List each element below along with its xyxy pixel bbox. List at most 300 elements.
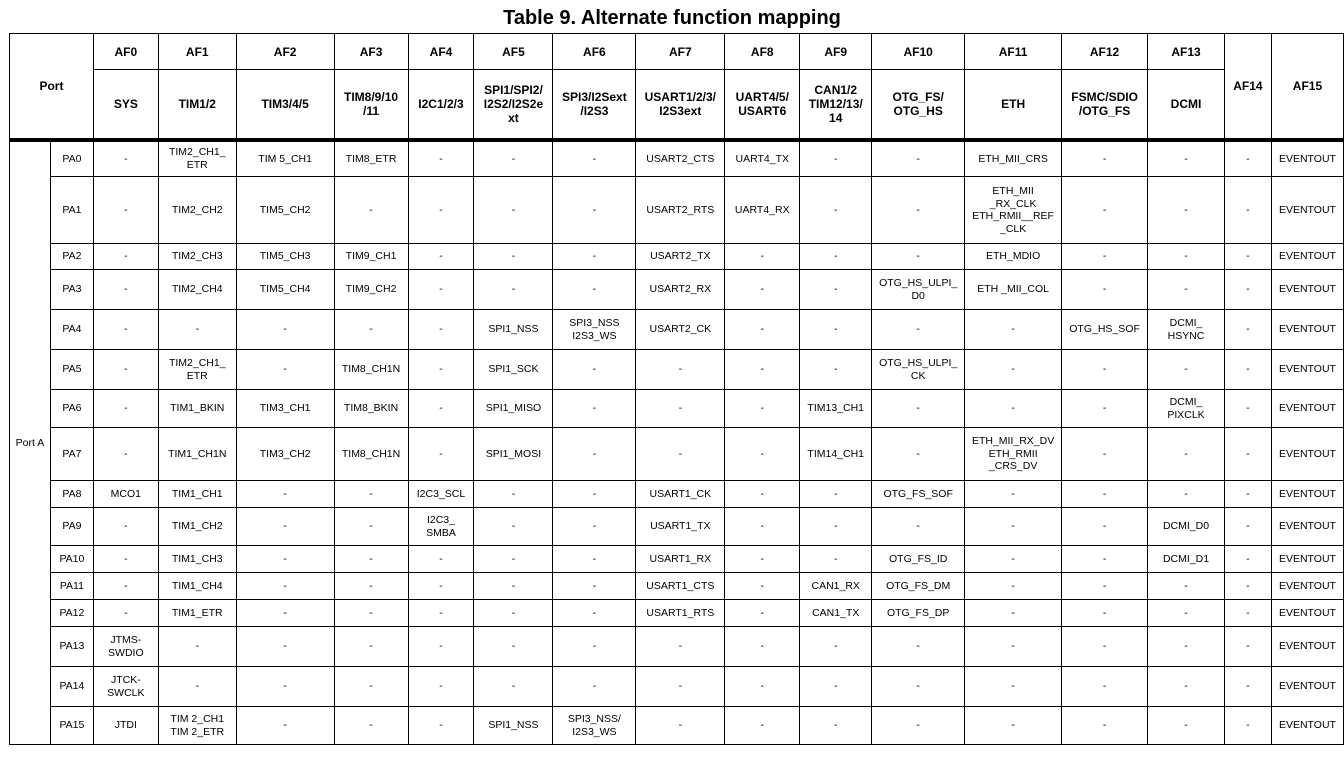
table-cell: TIM 2_CH1 TIM 2_ETR — [158, 707, 236, 745]
table-cell: I2C3_SCL — [408, 481, 474, 508]
table-cell: OTG_FS_DP — [872, 600, 965, 627]
table-cell: - — [474, 140, 553, 177]
af-header-af10: AF10 — [872, 34, 965, 70]
table-cell: - — [725, 707, 800, 745]
af-header-af5: AF5 — [474, 34, 553, 70]
table-cell: - — [1148, 428, 1225, 481]
table-cell: - — [800, 546, 872, 573]
table-cell: - — [1148, 177, 1225, 244]
table-cell: EVENTOUT — [1271, 428, 1343, 481]
table-cell: - — [725, 546, 800, 573]
pin-name: PA1 — [50, 177, 93, 244]
table-cell: - — [872, 310, 965, 350]
table-cell: - — [965, 667, 1062, 707]
table-cell: - — [474, 546, 553, 573]
table-cell: - — [725, 627, 800, 667]
table-cell: - — [93, 428, 158, 481]
table-cell: - — [965, 508, 1062, 546]
table-cell: - — [553, 270, 636, 310]
table-cell: - — [1062, 270, 1148, 310]
table-row — [10, 177, 1344, 244]
table-cell: - — [1062, 244, 1148, 270]
table-cell: USART1_RX — [636, 546, 725, 573]
table-cell: - — [553, 177, 636, 244]
table-cell: TIM8_BKIN — [334, 390, 408, 428]
table-cell: - — [553, 627, 636, 667]
table-cell: - — [800, 481, 872, 508]
table-cell: - — [725, 573, 800, 600]
table-cell: - — [800, 270, 872, 310]
table-cell: - — [474, 270, 553, 310]
table-cell: - — [872, 508, 965, 546]
table-cell: TIM2_CH1_ ETR — [158, 140, 236, 177]
table-cell: - — [1224, 573, 1271, 600]
table-cell: CAN1_TX — [800, 600, 872, 627]
table-cell: - — [474, 573, 553, 600]
table-cell: - — [158, 627, 236, 667]
table-cell: - — [334, 573, 408, 600]
table-cell: TIM5_CH2 — [236, 177, 334, 244]
table-cell: DCMI_D1 — [1148, 546, 1225, 573]
af-header-af11: AF11 — [965, 34, 1062, 70]
table-cell: TIM5_CH3 — [236, 244, 334, 270]
af-group-3: TIM8/9/10 /11 — [334, 70, 408, 140]
pin-name: PA11 — [50, 573, 93, 600]
table-cell: TIM2_CH2 — [158, 177, 236, 244]
table-cell: TIM8_CH1N — [334, 350, 408, 390]
table-row — [10, 140, 1344, 177]
table-cell: - — [553, 244, 636, 270]
table-cell: - — [1224, 627, 1271, 667]
table-cell: - — [872, 244, 965, 270]
table-cell: MCO1 — [93, 481, 158, 508]
table-cell: - — [408, 390, 474, 428]
table-cell: USART1_CTS — [636, 573, 725, 600]
table-cell: - — [408, 573, 474, 600]
table-cell: UART4_RX — [725, 177, 800, 244]
table-cell: - — [236, 350, 334, 390]
table-cell: - — [1224, 350, 1271, 390]
table-cell: - — [1062, 667, 1148, 707]
table-cell: - — [1062, 508, 1148, 546]
table-cell: - — [1224, 177, 1271, 244]
table-cell: - — [236, 627, 334, 667]
port-header: Port — [10, 34, 94, 140]
table-cell: SPI1_MOSI — [474, 428, 553, 481]
table-cell: - — [1148, 600, 1225, 627]
table-cell: - — [1062, 481, 1148, 508]
table-cell: EVENTOUT — [1271, 310, 1343, 350]
table-cell: - — [800, 667, 872, 707]
af-header-af7: AF7 — [636, 34, 725, 70]
table-cell: - — [872, 390, 965, 428]
pin-name: PA2 — [50, 244, 93, 270]
table-cell: - — [1224, 707, 1271, 745]
table-cell: - — [800, 140, 872, 177]
af-group-5: SPI1/SPI2/ I2S2/I2S2e xt — [474, 70, 553, 140]
table-cell: TIM 5_CH1 — [236, 140, 334, 177]
table-cell: - — [800, 350, 872, 390]
table-cell: - — [1062, 390, 1148, 428]
table-cell: OTG_FS_ID — [872, 546, 965, 573]
af-header-af15: AF15 — [1271, 34, 1343, 140]
table-cell: TIM2_CH1_ ETR — [158, 350, 236, 390]
table-cell: - — [1224, 270, 1271, 310]
table-cell: SPI1_NSS — [474, 707, 553, 745]
table-cell: OTG_FS_DM — [872, 573, 965, 600]
table-cell: - — [1148, 140, 1225, 177]
table-row — [10, 350, 1344, 390]
table-row — [10, 310, 1344, 350]
table-cell: SPI1_MISO — [474, 390, 553, 428]
af-header-af6: AF6 — [553, 34, 636, 70]
table-cell: EVENTOUT — [1271, 270, 1343, 310]
af-header-af12: AF12 — [1062, 34, 1148, 70]
af-header-af3: AF3 — [334, 34, 408, 70]
pin-name: PA13 — [50, 627, 93, 667]
table-cell: - — [236, 310, 334, 350]
table-cell: - — [965, 707, 1062, 745]
table-cell: ETH_MII _RX_CLK ETH_RMII__REF _CLK — [965, 177, 1062, 244]
table-cell: - — [408, 428, 474, 481]
table-cell: TIM1_BKIN — [158, 390, 236, 428]
table-cell: - — [1224, 600, 1271, 627]
table-cell: - — [93, 390, 158, 428]
table-cell: - — [334, 481, 408, 508]
table-cell: EVENTOUT — [1271, 350, 1343, 390]
table-cell: - — [474, 508, 553, 546]
pin-name: PA12 — [50, 600, 93, 627]
table-row — [10, 627, 1344, 667]
table-row — [10, 667, 1344, 707]
table-cell: - — [334, 177, 408, 244]
table-cell: OTG_HS_ULPI_ D0 — [872, 270, 965, 310]
table-cell: USART2_RX — [636, 270, 725, 310]
table-cell: - — [93, 140, 158, 177]
table-cell: UART4_TX — [725, 140, 800, 177]
pin-name: PA5 — [50, 350, 93, 390]
table-cell: - — [408, 177, 474, 244]
table-cell: - — [1062, 350, 1148, 390]
table-cell: - — [1062, 177, 1148, 244]
table-cell: TIM8_ETR — [334, 140, 408, 177]
table-cell: - — [800, 508, 872, 546]
table-cell: EVENTOUT — [1271, 707, 1343, 745]
table-cell: - — [1148, 707, 1225, 745]
table-cell: - — [965, 310, 1062, 350]
table-cell: - — [408, 244, 474, 270]
table-cell: SPI1_NSS — [474, 310, 553, 350]
table-cell: - — [636, 667, 725, 707]
table-cell: - — [408, 310, 474, 350]
af-header-af14: AF14 — [1224, 34, 1271, 140]
table-cell: - — [93, 270, 158, 310]
table-cell: - — [553, 481, 636, 508]
pin-name: PA15 — [50, 707, 93, 745]
af-group-10: OTG_FS/ OTG_HS — [872, 70, 965, 140]
table-cell: - — [236, 481, 334, 508]
table-cell: - — [725, 390, 800, 428]
table-cell: DCMI_ PIXCLK — [1148, 390, 1225, 428]
table-row — [10, 707, 1344, 745]
table-cell: - — [636, 350, 725, 390]
af-header-af13: AF13 — [1148, 34, 1225, 70]
table-cell: - — [1148, 270, 1225, 310]
table-cell: - — [965, 350, 1062, 390]
table-cell: - — [1062, 140, 1148, 177]
pin-name: PA14 — [50, 667, 93, 707]
table-cell: USART1_CK — [636, 481, 725, 508]
table-cell: TIM3_CH2 — [236, 428, 334, 481]
table-cell: - — [965, 573, 1062, 600]
table-row — [10, 573, 1344, 600]
table-cell: - — [93, 546, 158, 573]
table-cell: - — [408, 270, 474, 310]
table-cell: - — [553, 600, 636, 627]
pin-name: PA8 — [50, 481, 93, 508]
table-cell: TIM5_CH4 — [236, 270, 334, 310]
table-cell: - — [872, 428, 965, 481]
table-cell: - — [1062, 600, 1148, 627]
table-cell: - — [1062, 627, 1148, 667]
table-cell: EVENTOUT — [1271, 140, 1343, 177]
table-cell: ETH_MDIO — [965, 244, 1062, 270]
table-cell: - — [553, 390, 636, 428]
table-cell: - — [725, 428, 800, 481]
table-cell: - — [93, 310, 158, 350]
table-cell: - — [1224, 546, 1271, 573]
af-group-0: SYS — [93, 70, 158, 140]
pin-name: PA9 — [50, 508, 93, 546]
table-cell: - — [725, 310, 800, 350]
table-cell: EVENTOUT — [1271, 627, 1343, 667]
table-cell: - — [93, 177, 158, 244]
table-row — [10, 270, 1344, 310]
table-cell: - — [93, 244, 158, 270]
table-cell: - — [474, 667, 553, 707]
table-cell: - — [1224, 140, 1271, 177]
table-cell: - — [93, 350, 158, 390]
table-cell: - — [553, 140, 636, 177]
table-cell: - — [636, 428, 725, 481]
table-cell: TIM1_CH1N — [158, 428, 236, 481]
table-row — [10, 244, 1344, 270]
table-cell: - — [965, 546, 1062, 573]
table-cell: ETH _MII_COL — [965, 270, 1062, 310]
table-cell: EVENTOUT — [1271, 481, 1343, 508]
table-cell: - — [636, 627, 725, 667]
table-cell: TIM3_CH1 — [236, 390, 334, 428]
table-cell: - — [553, 428, 636, 481]
table-cell: - — [553, 573, 636, 600]
table-cell: - — [725, 508, 800, 546]
table-cell: - — [1224, 428, 1271, 481]
table-cell: - — [1148, 573, 1225, 600]
pin-name: PA4 — [50, 310, 93, 350]
table-cell: - — [236, 546, 334, 573]
table-cell: - — [334, 667, 408, 707]
table-cell: - — [725, 244, 800, 270]
table-cell: - — [93, 508, 158, 546]
table-cell: JTMS- SWDIO — [93, 627, 158, 667]
table-cell: - — [1148, 667, 1225, 707]
table-cell: - — [93, 573, 158, 600]
table-cell: - — [965, 390, 1062, 428]
table-cell: TIM1_ETR — [158, 600, 236, 627]
table-cell: DCMI_ HSYNC — [1148, 310, 1225, 350]
table-cell: SPI1_SCK — [474, 350, 553, 390]
table-cell: USART2_RTS — [636, 177, 725, 244]
table-cell: - — [872, 667, 965, 707]
table-cell: - — [474, 627, 553, 667]
table-cell: - — [408, 140, 474, 177]
table-cell: TIM1_CH1 — [158, 481, 236, 508]
table-cell: TIM8_CH1N — [334, 428, 408, 481]
table-cell: - — [553, 667, 636, 707]
table-cell: - — [965, 481, 1062, 508]
af-header-af8: AF8 — [725, 34, 800, 70]
table-cell: - — [1224, 310, 1271, 350]
table-cell: - — [1224, 390, 1271, 428]
af-group-4: I2C1/2/3 — [408, 70, 474, 140]
af-group-1: TIM1/2 — [158, 70, 236, 140]
table-cell: TIM2_CH4 — [158, 270, 236, 310]
table-cell: - — [474, 481, 553, 508]
af-header-af1: AF1 — [158, 34, 236, 70]
table-cell: - — [725, 270, 800, 310]
table-cell: - — [334, 508, 408, 546]
table-cell: USART2_CTS — [636, 140, 725, 177]
table-cell: - — [800, 177, 872, 244]
table-cell: - — [1062, 573, 1148, 600]
table-cell: DCMI_D0 — [1148, 508, 1225, 546]
table-cell: TIM1_CH4 — [158, 573, 236, 600]
table-cell: - — [872, 177, 965, 244]
table-cell: - — [408, 350, 474, 390]
af-header-af2: AF2 — [236, 34, 334, 70]
table-cell: TIM9_CH2 — [334, 270, 408, 310]
af-group-12: FSMC/SDIO /OTG_FS — [1062, 70, 1148, 140]
table-cell: - — [872, 140, 965, 177]
table-cell: - — [334, 707, 408, 745]
table-cell: - — [236, 707, 334, 745]
table-cell: - — [236, 600, 334, 627]
table-cell: - — [474, 177, 553, 244]
table-cell: EVENTOUT — [1271, 244, 1343, 270]
pin-name: PA3 — [50, 270, 93, 310]
table-cell: - — [408, 546, 474, 573]
table-cell: - — [408, 707, 474, 745]
port-group-label: Port A — [10, 140, 51, 745]
af-group-8: UART4/5/ USART6 — [725, 70, 800, 140]
table-row — [10, 508, 1344, 546]
table-cell: ETH_MII_RX_DV ETH_RMII _CRS_DV — [965, 428, 1062, 481]
table-cell: - — [965, 600, 1062, 627]
af-group-2: TIM3/4/5 — [236, 70, 334, 140]
table-cell: - — [474, 600, 553, 627]
table-cell: OTG_FS_SOF — [872, 481, 965, 508]
table-cell: - — [334, 627, 408, 667]
table-cell: EVENTOUT — [1271, 573, 1343, 600]
table-cell: USART1_TX — [636, 508, 725, 546]
pin-name: PA0 — [50, 140, 93, 177]
table-cell: - — [1224, 481, 1271, 508]
table-cell: TIM14_CH1 — [800, 428, 872, 481]
table-cell: SPI3_NSS/ I2S3_WS — [553, 707, 636, 745]
table-cell: I2C3_ SMBA — [408, 508, 474, 546]
table-cell: - — [800, 707, 872, 745]
table-cell: - — [1062, 707, 1148, 745]
table-cell: - — [553, 508, 636, 546]
af-group-7: USART1/2/3/ I2S3ext — [636, 70, 725, 140]
table-cell: - — [636, 707, 725, 745]
table-cell: - — [474, 244, 553, 270]
table-cell: USART1_RTS — [636, 600, 725, 627]
table-cell: - — [236, 573, 334, 600]
table-cell: - — [408, 600, 474, 627]
table-cell: - — [800, 244, 872, 270]
alternate-function-table — [9, 33, 1344, 745]
table-cell: EVENTOUT — [1271, 600, 1343, 627]
table-cell: - — [725, 600, 800, 627]
table-cell: - — [872, 627, 965, 667]
af-group-13: DCMI — [1148, 70, 1225, 140]
table-cell: - — [965, 627, 1062, 667]
af-group-row — [10, 70, 1344, 140]
table-cell: - — [725, 350, 800, 390]
table-row — [10, 546, 1344, 573]
af-header-row — [10, 34, 1344, 70]
table-cell: - — [725, 667, 800, 707]
table-cell: EVENTOUT — [1271, 667, 1343, 707]
table-title: Table 9. Alternate function mapping — [503, 7, 841, 29]
table-cell: USART2_TX — [636, 244, 725, 270]
table-cell: SPI3_NSS I2S3_WS — [553, 310, 636, 350]
table-cell: EVENTOUT — [1271, 508, 1343, 546]
table-row — [10, 390, 1344, 428]
pin-name: PA6 — [50, 390, 93, 428]
af-header-af0: AF0 — [93, 34, 158, 70]
table-cell: - — [636, 390, 725, 428]
table-cell: - — [1224, 667, 1271, 707]
table-cell: TIM1_CH2 — [158, 508, 236, 546]
table-cell: - — [1224, 508, 1271, 546]
table-cell: OTG_HS_SOF — [1062, 310, 1148, 350]
table-cell: - — [800, 627, 872, 667]
table-cell: - — [1148, 350, 1225, 390]
table-cell: TIM1_CH3 — [158, 546, 236, 573]
table-row — [10, 481, 1344, 508]
table-cell: JTDI — [93, 707, 158, 745]
table-cell: CAN1_RX — [800, 573, 872, 600]
table-row — [10, 600, 1344, 627]
table-cell: - — [334, 546, 408, 573]
table-cell: - — [408, 627, 474, 667]
table-cell: - — [408, 667, 474, 707]
table-cell: - — [236, 667, 334, 707]
table-cell: - — [725, 481, 800, 508]
table-cell: - — [1224, 244, 1271, 270]
table-cell: - — [800, 310, 872, 350]
table-cell: - — [1062, 546, 1148, 573]
table-cell: - — [93, 600, 158, 627]
table-cell: - — [236, 508, 334, 546]
table-cell: - — [872, 707, 965, 745]
af-group-9: CAN1/2 TIM12/13/ 14 — [800, 70, 872, 140]
table-cell: - — [553, 546, 636, 573]
table-cell: EVENTOUT — [1271, 390, 1343, 428]
table-cell: TIM9_CH1 — [334, 244, 408, 270]
